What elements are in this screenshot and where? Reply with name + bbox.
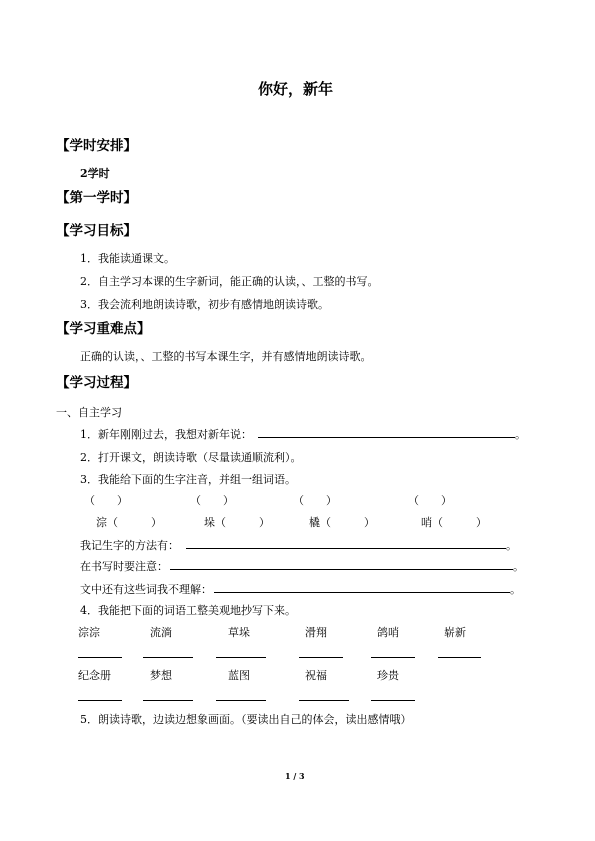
method-answer-line[interactable] xyxy=(186,548,506,549)
item1-label: 1．新年刚刚过去，我想对新年说： xyxy=(80,428,252,441)
copy-line[interactable] xyxy=(78,657,122,658)
char-with-blank[interactable]: 垛（ ） xyxy=(204,516,270,529)
copy-word: 梦想 xyxy=(150,669,172,682)
heading-key-points: 【学习重难点】 xyxy=(56,321,151,337)
section-self-study: 一、自主学习 xyxy=(56,406,122,419)
attention-answer-line[interactable] xyxy=(170,569,513,570)
method-label: 我记生字的方法有： xyxy=(80,539,179,552)
copy-word: 流淌 xyxy=(150,626,172,639)
item2: 2．打开课文，朗读诗歌（尽量读通顺流利）。 xyxy=(80,451,302,464)
pinyin-blank[interactable]: （ ） xyxy=(190,494,234,507)
copy-line[interactable] xyxy=(371,700,415,701)
page-number: 1 / 3 xyxy=(285,771,305,781)
copy-line[interactable] xyxy=(78,700,122,701)
unknown-end: 。 xyxy=(510,583,521,596)
copy-word: 淙淙 xyxy=(78,626,100,639)
heading-first-period: 【第一学时】 xyxy=(56,190,137,206)
copy-line[interactable] xyxy=(143,700,193,701)
item1-answer-line[interactable] xyxy=(258,437,515,438)
copy-line[interactable] xyxy=(143,657,193,658)
char-with-blank[interactable]: 橇（ ） xyxy=(309,516,375,529)
copy-line[interactable] xyxy=(371,657,415,658)
objective-item: 3．我会流利地朗读诗歌，初步有感情地朗读诗歌。 xyxy=(80,298,329,311)
copy-word: 草垛 xyxy=(228,626,250,639)
schedule-value: 2学时 xyxy=(80,167,110,180)
objective-item: 2．自主学习本课的生字新词，能正确的认读，、工整的书写。 xyxy=(80,275,379,288)
copy-line[interactable] xyxy=(299,657,343,658)
heading-objectives: 【学习目标】 xyxy=(56,223,137,239)
copy-line[interactable] xyxy=(216,700,266,701)
item5: 5．朗读诗歌，边读边想象画面。（要读出自己的体会，读出感情哦） xyxy=(80,713,412,726)
item1-end: 。 xyxy=(515,428,526,441)
item3: 3．我能给下面的生字注音，并组一组词语。 xyxy=(80,473,296,486)
item4: 4．我能把下面的词语工整美观地抄写下来。 xyxy=(80,604,296,617)
copy-word: 鸽哨 xyxy=(377,626,399,639)
method-end: 。 xyxy=(506,539,517,552)
pinyin-blank[interactable]: （ ） xyxy=(84,494,128,507)
key-points-text: 正确的认读，、工整的书写本课生字，并有感情地朗读诗歌。 xyxy=(80,350,372,363)
attention-end: 。 xyxy=(513,560,524,573)
char-with-blank[interactable]: 哨（ ） xyxy=(421,516,487,529)
objective-item: 1．我能读通课文。 xyxy=(80,252,175,265)
copy-word: 纪念册 xyxy=(78,669,111,682)
char-with-blank[interactable]: 淙（ ） xyxy=(96,516,162,529)
copy-word: 蓝图 xyxy=(228,669,250,682)
attention-label: 在书写时要注意： xyxy=(80,560,168,573)
unknown-answer-line[interactable] xyxy=(214,592,510,593)
page-title: 你好，新年 xyxy=(258,80,334,98)
pinyin-blank[interactable]: （ ） xyxy=(293,494,337,507)
copy-line[interactable] xyxy=(438,657,481,658)
copy-line[interactable] xyxy=(299,700,349,701)
heading-process: 【学习过程】 xyxy=(56,375,137,391)
copy-word: 祝福 xyxy=(305,669,327,682)
copy-word: 滑翔 xyxy=(305,626,327,639)
heading-schedule: 【学时安排】 xyxy=(56,138,137,154)
pinyin-blank[interactable]: （ ） xyxy=(408,494,452,507)
copy-word: 崭新 xyxy=(444,626,466,639)
copy-word: 珍贵 xyxy=(377,669,399,682)
copy-line[interactable] xyxy=(216,657,266,658)
unknown-label: 文中还有这些词我不理解： xyxy=(80,583,212,596)
